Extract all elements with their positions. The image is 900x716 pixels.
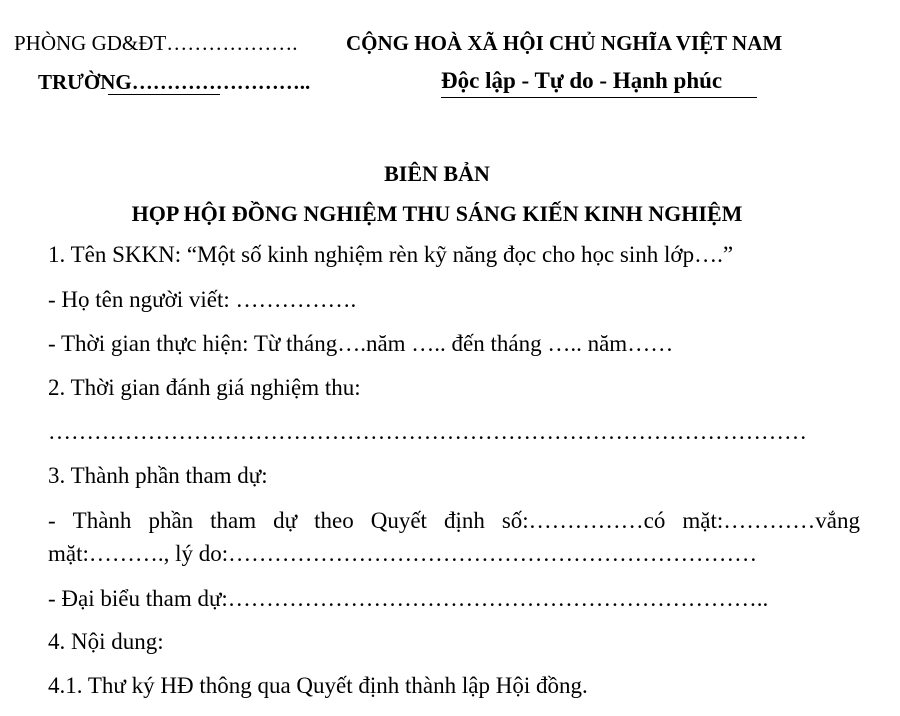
participants-absent-line: mặt:………., lý do:…………………………………………………………… <box>48 541 758 566</box>
school-line: TRƯỜNG…………………….. <box>38 70 311 94</box>
document-title: BIÊN BẢN <box>384 161 490 186</box>
national-motto: Độc lập - Tự do - Hạnh phúc <box>441 68 723 93</box>
item-2-evaluation-time: 2. Thời gian đánh giá nghiệm thu: <box>48 375 361 400</box>
participants-word: Quyết <box>370 508 427 533</box>
implementation-period: - Thời gian thực hiện: Từ tháng….năm ….. đến tháng ….. năm…… <box>48 331 674 356</box>
department-line: PHÒNG GD&ĐT………………. <box>14 31 298 55</box>
participants-word: Thành <box>72 508 132 533</box>
item-1-skkn-name: 1. Tên SKKN: “Một số kinh nghiệm rèn kỹ năng đọc cho học sinh lớp….” <box>48 242 734 267</box>
national-title: CỘNG HOÀ XÃ HỘI CHỦ NGHĨA VIỆT NAM <box>346 31 783 55</box>
participants-word: - <box>48 508 56 533</box>
participants-word: mặt:…………vắng <box>682 508 860 533</box>
participants-word: định <box>443 508 485 533</box>
item-4-content: 4. Nội dung: <box>48 629 164 654</box>
participants-decision-line <box>48 508 860 534</box>
school-underline <box>108 94 220 95</box>
motto-underline <box>441 97 757 98</box>
participants-word: số:……………có <box>501 508 666 533</box>
participants-word: tham <box>210 508 257 533</box>
evaluation-dotted-line: ……………………………………………………………………………………… <box>48 419 807 444</box>
item-4-1-secretary: 4.1. Thư ký HĐ thông qua Quyết định thành lập Hội đồng. <box>48 673 588 698</box>
delegates-line: - Đại biểu tham dự:…………………………………………………………….. <box>48 586 769 611</box>
participants-word: theo <box>314 508 354 533</box>
document-subtitle: HỌP HỘI ĐỒNG NGHIỆM THU SÁNG KIẾN KINH NGHIỆM <box>131 201 743 226</box>
item-3-participants: 3. Thành phần tham dự: <box>48 463 268 488</box>
participants-word: phần <box>148 508 194 533</box>
author-line: - Họ tên người viết: ……………. <box>48 287 357 312</box>
participants-word: dự <box>273 508 298 533</box>
